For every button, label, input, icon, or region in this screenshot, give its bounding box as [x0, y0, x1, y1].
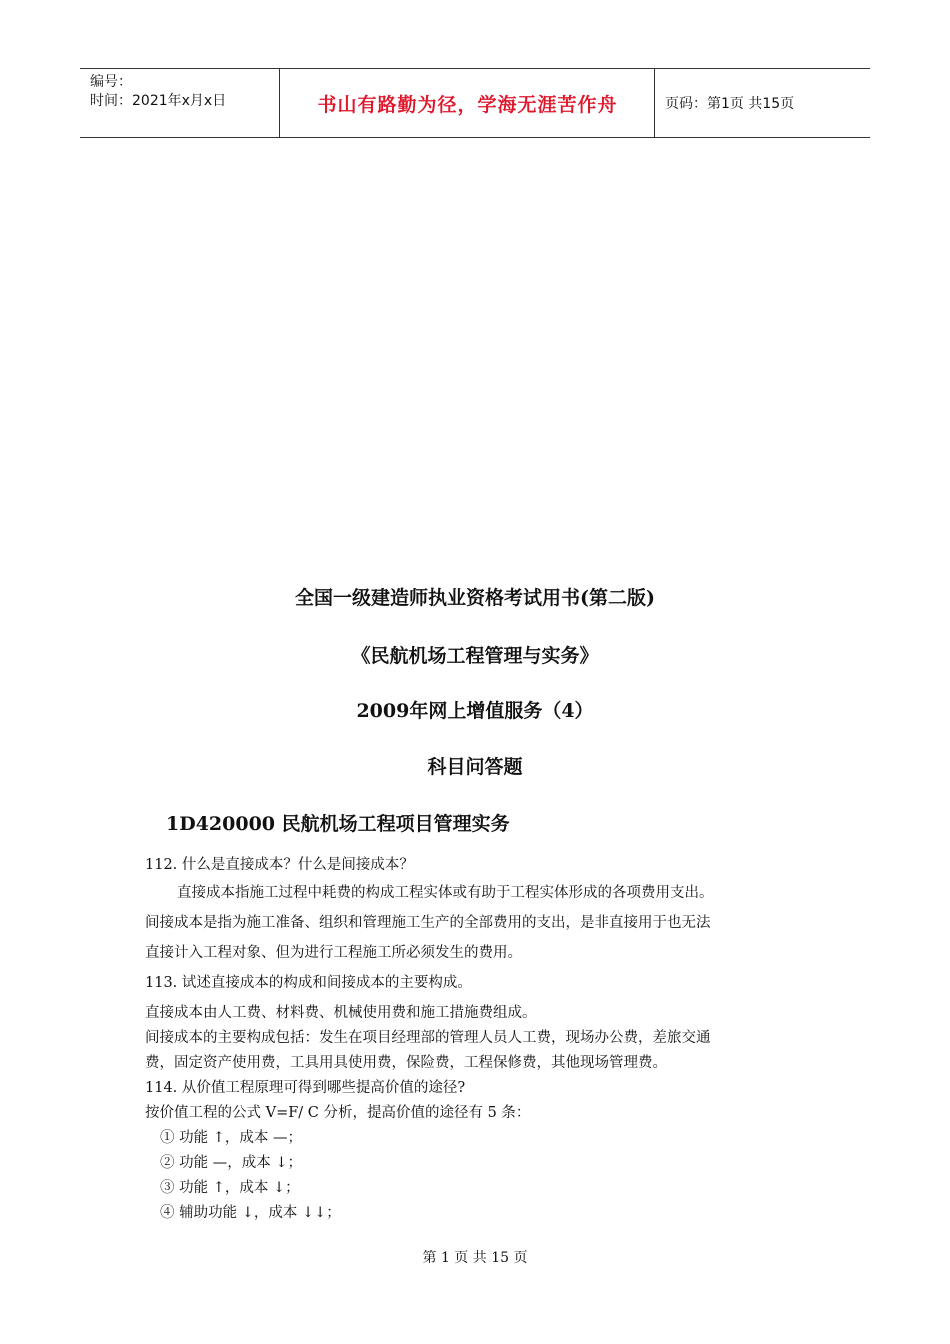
service-title: 2009年网上增值服务（4） [356, 700, 594, 722]
time-label: 时间：2021年x月x日 [90, 93, 227, 109]
page-info: 页码：第1页 共15页 [665, 96, 795, 112]
question-112: 112. 什么是直接成本？什么是间接成本？ [145, 857, 414, 873]
answer-line: 直接计入工程对象、但为进行工程施工所必须发生的费用。 [145, 945, 522, 961]
list-item: ① 功能 ↑，成本 —； [160, 1130, 302, 1146]
answer-line: 直接成本由人工费、材料费、机械使用费和施工措施费组成。 [145, 1005, 537, 1021]
question-114: 114. 从价值工程原理可得到哪些提高价值的途径? [145, 1080, 466, 1096]
list-item: ③ 功能 ↑，成本 ↓； [160, 1180, 300, 1196]
page-header [80, 68, 870, 138]
answer-line: 按价值工程的公式 V=F/ C 分析，提高价值的途径有 5 条： [145, 1105, 531, 1121]
page-footer: 第 1 页 共 15 页 [422, 1250, 528, 1266]
number-label: 编号： [90, 74, 132, 90]
list-item: ④ 辅助功能 ↓，成本 ↓↓； [160, 1205, 341, 1221]
document-title: 全国一级建造师执业资格考试用书(第二版) [295, 587, 655, 609]
question-113: 113. 试述直接成本的构成和间接成本的主要构成。 [145, 975, 472, 991]
header-meta-cell [80, 69, 280, 137]
motto: 书山有路勤为径，学海无涯苦作舟 [281, 69, 655, 137]
answer-line: 费，固定资产使用费，工具用具使用费，保险费，工程保修费，其他现场管理费。 [145, 1055, 667, 1071]
answer-line: 间接成本的主要构成包括：发生在项目经理部的管理人员人工费，现场办公费，差旅交通 [145, 1030, 711, 1046]
list-item: ② 功能 —，成本 ↓； [160, 1155, 302, 1171]
subject-title: 科目问答题 [427, 756, 523, 778]
section-heading: 1D420000 民航机场工程项目管理实务 [166, 813, 510, 835]
book-title: 《民航机场工程管理与实务》 [351, 645, 599, 667]
answer-line: 直接成本指施工过程中耗费的构成工程实体或有助于工程实体形成的各项费用支出。 [177, 885, 714, 901]
answer-line: 间接成本是指为施工准备、组织和管理施工生产的全部费用的支出，是非直接用于也无法 [145, 915, 711, 931]
